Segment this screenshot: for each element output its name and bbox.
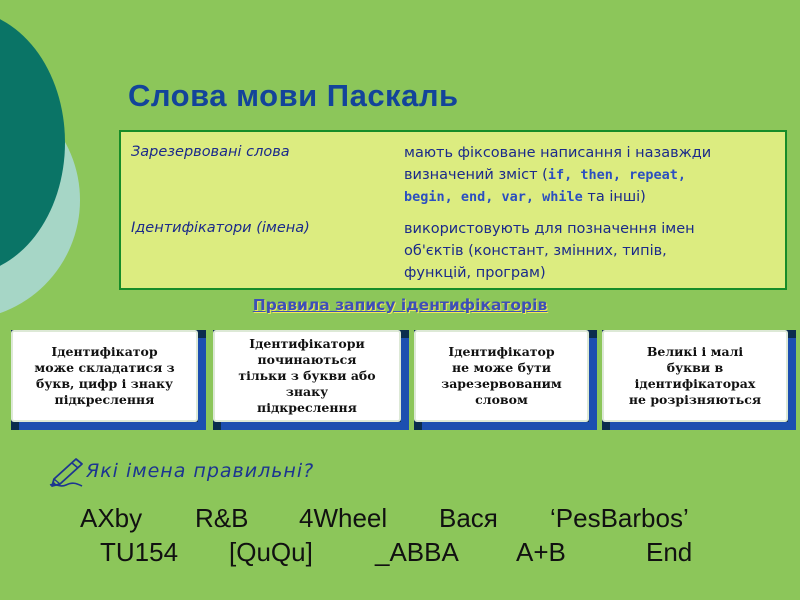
identifier-candidate: Вася	[439, 503, 498, 533]
identifier-candidate: A+B	[516, 537, 566, 567]
names-row	[0, 503, 800, 537]
rule-line: починаються	[257, 352, 357, 367]
slide-title: Слова мови Паскаль	[128, 78, 459, 113]
rule-card-case-insensitive	[602, 330, 796, 430]
rule-card-text	[11, 330, 198, 422]
rule-card-allowed-chars	[11, 330, 206, 430]
rule-line: зарезервованим	[441, 376, 562, 391]
rule-line: підкреслення	[54, 392, 155, 407]
identifier-candidate: [QuQu]	[229, 537, 313, 567]
rule-line: Ідентифікатор	[51, 344, 158, 359]
rule-line: Ідентифікатори	[249, 336, 365, 351]
identifier-candidate: ‘PesBarbos’	[550, 503, 689, 533]
identifier-candidate: R&B	[195, 503, 249, 533]
definitions-box	[119, 130, 787, 290]
definition-desc-text: та інші)	[582, 189, 646, 205]
definition-desc-line	[404, 164, 776, 186]
rule-card-text	[414, 330, 589, 422]
definition-desc-line: функцій, програм)	[404, 265, 546, 281]
identifier-candidate: TU154	[100, 537, 179, 567]
definition-desc-line: мають фіксоване написання і назавжди	[404, 145, 712, 161]
definition-term-reserved: Зарезервовані слова	[131, 144, 290, 160]
definition-term-identifiers: Ідентифікатори (імена)	[131, 220, 310, 236]
keyword-list: begin, end, var, while	[404, 189, 583, 205]
rule-line: тільки з букви або	[238, 368, 376, 383]
definition-desc-line: використовують для позначення імен	[404, 221, 695, 237]
rules-heading: Правила запису ідентифікаторів	[252, 296, 548, 314]
rule-line: може складатися з	[34, 360, 175, 375]
definition-desc-line	[404, 186, 776, 208]
rule-line: не може бути	[452, 360, 551, 375]
rule-line: підкреслення	[257, 400, 357, 415]
pencil-writing-icon	[46, 455, 86, 491]
definition-desc-identifiers	[404, 218, 776, 284]
identifier-candidate: _ABBA	[375, 537, 459, 567]
rule-line: Великі і малі	[646, 344, 744, 359]
rule-card-text	[602, 330, 788, 422]
definition-desc-text: визначений зміст (	[404, 167, 548, 183]
rule-line: словом	[475, 392, 528, 407]
definition-desc-line: об'єктів (констант, змінних, типів,	[404, 243, 667, 259]
definition-desc-reserved	[404, 142, 776, 208]
rule-card-first-char	[213, 330, 409, 430]
rule-card-text	[213, 330, 401, 422]
rule-line: букв, цифр і знаку	[36, 376, 173, 391]
rule-line: не розрізняються	[628, 392, 762, 407]
rule-line: ідентифікаторах	[634, 376, 756, 391]
rule-card-not-reserved	[414, 330, 597, 430]
question-text: Які імена правильні?	[86, 460, 315, 482]
rule-line: Ідентифікатор	[448, 344, 555, 359]
names-row	[0, 537, 800, 571]
identifier-candidate: AXby	[80, 503, 143, 533]
rule-line: букви в	[666, 360, 724, 375]
rule-line: знаку	[285, 384, 329, 399]
identifier-candidate: 4Wheel	[299, 503, 388, 533]
identifier-candidate: End	[646, 537, 693, 567]
keyword-list: if, then, repeat,	[547, 167, 687, 183]
